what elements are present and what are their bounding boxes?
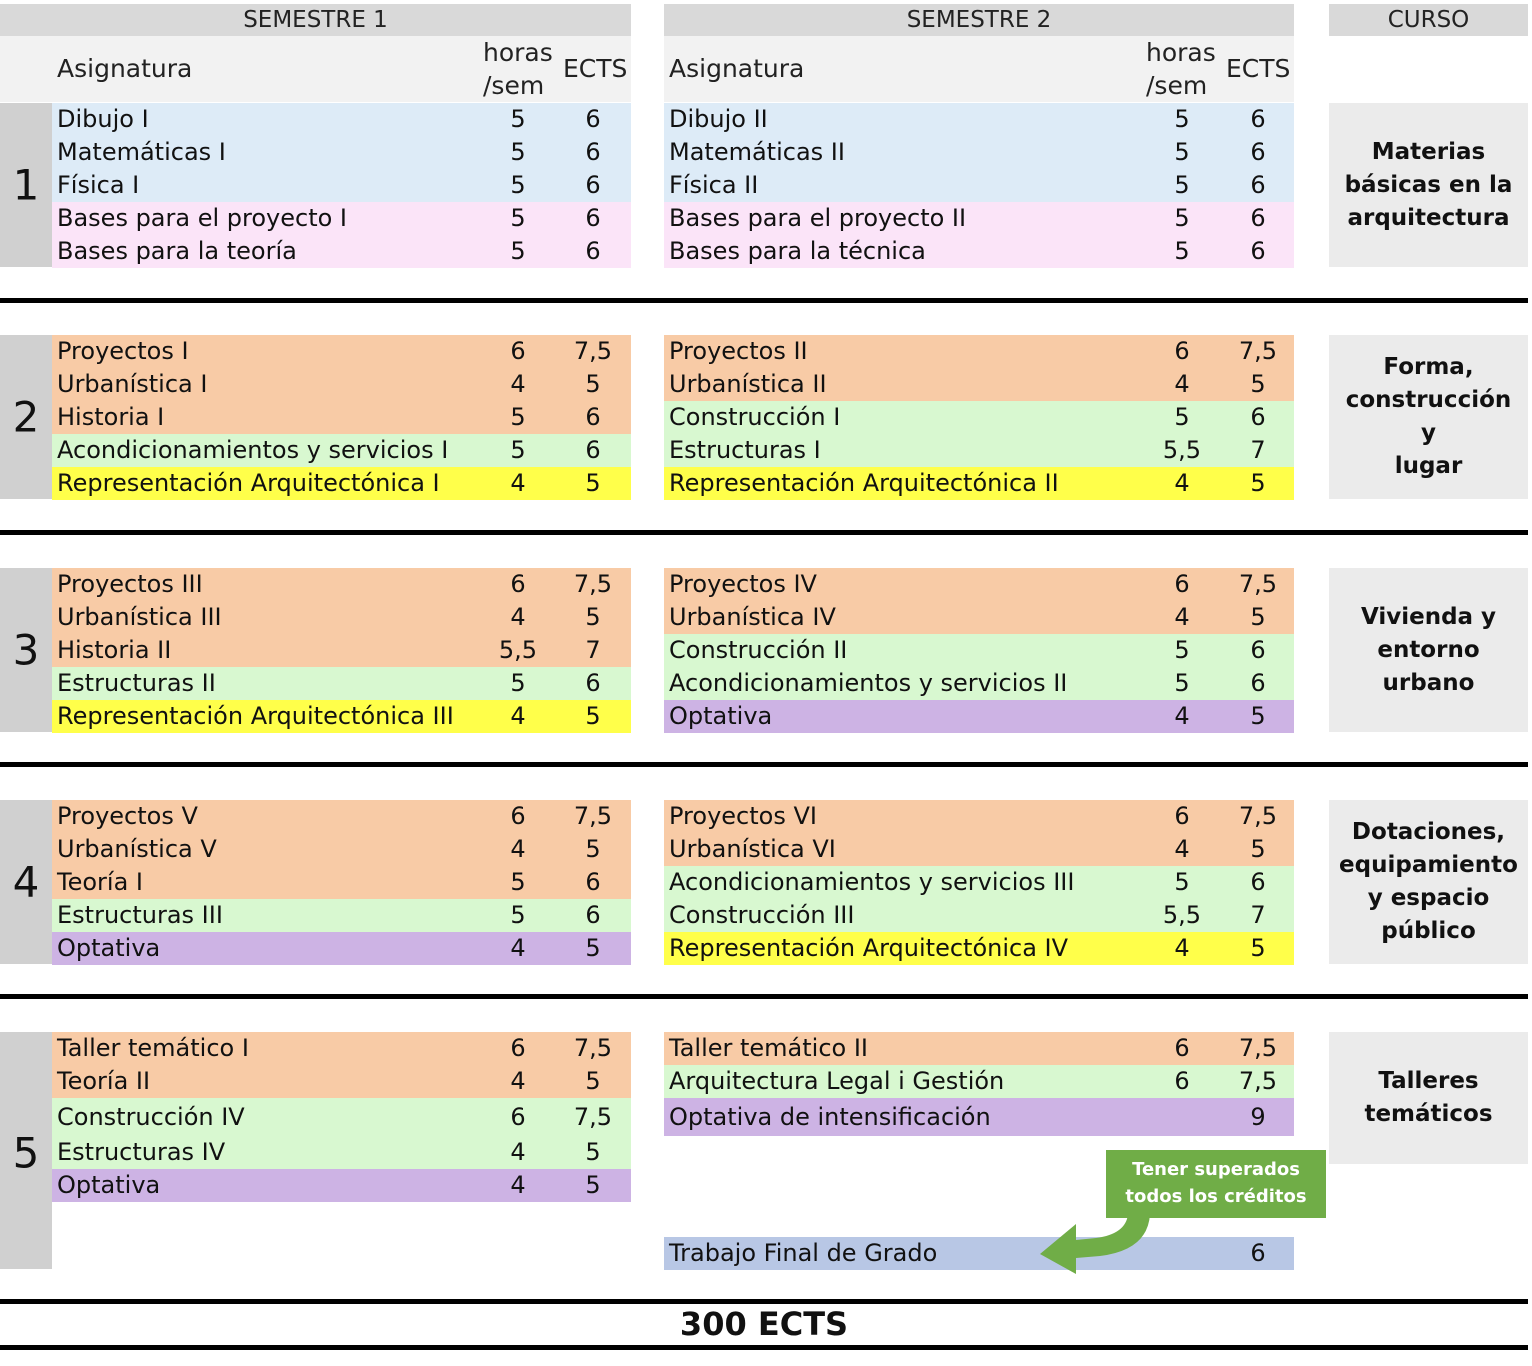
subject-hours: 6 [1174, 1034, 1190, 1062]
subject-hours: 5 [510, 403, 526, 431]
subject-row [664, 136, 1294, 169]
subject-hours: 4 [510, 934, 526, 962]
subject-row [52, 1169, 631, 1202]
subject-name: Construcción II [669, 636, 848, 664]
subject-row [664, 667, 1294, 700]
year-number-label: 1 [12, 160, 40, 210]
subject-row [52, 634, 631, 667]
subject-row [664, 700, 1294, 733]
subject-ects: 7,5 [1238, 337, 1278, 365]
subject-hours: 6 [1174, 1067, 1190, 1095]
subject-hours: 4 [510, 370, 526, 398]
subject-ects: 6 [1250, 105, 1266, 133]
subject-name: Representación Arquitectónica I [57, 469, 440, 497]
subject-hours: 6 [1174, 337, 1190, 365]
subject-row [52, 932, 631, 965]
subject-row [664, 1065, 1294, 1098]
subject-row [52, 601, 631, 634]
ects-column-label: ECTS [563, 54, 628, 83]
subject-ects: 5 [1250, 370, 1266, 398]
credits-requirement-note [1106, 1150, 1326, 1218]
subject-hours: 4 [1174, 835, 1190, 863]
subject-name: Urbanística I [57, 370, 208, 398]
subject-row [52, 866, 631, 899]
subject-name: Matemáticas II [669, 138, 845, 166]
subject-hours: 5 [1174, 403, 1190, 431]
subject-row [52, 136, 631, 169]
subject-ects: 6 [1250, 669, 1266, 697]
year-separator [0, 530, 1528, 535]
subject-hours: 4 [510, 1138, 526, 1166]
year-number [0, 103, 52, 267]
course-theme: Materias básicas en la arquitectura [1329, 103, 1528, 267]
subject-column-label: Asignatura [669, 54, 805, 83]
subject-name: Estructuras II [57, 669, 216, 697]
semester-2-header: SEMESTRE 2 [664, 4, 1294, 36]
subject-hours: 5 [510, 669, 526, 697]
subject-hours: 5 [510, 171, 526, 199]
subject-name: Dibujo II [669, 105, 768, 133]
subject-column-label: Asignatura [57, 54, 193, 83]
subject-row [52, 899, 631, 932]
subject-row [664, 1098, 1294, 1136]
subject-row [52, 368, 631, 401]
subject-row [664, 368, 1294, 401]
subject-row [52, 103, 631, 136]
subject-ects: 7,5 [1238, 1034, 1278, 1062]
subject-hours: 4 [510, 702, 526, 730]
subject-hours: 4 [1174, 469, 1190, 497]
subject-hours: 5 [510, 868, 526, 896]
year-number-label: 4 [12, 857, 40, 907]
subject-ects: 6 [585, 237, 601, 265]
subject-row [664, 1032, 1294, 1065]
subject-row [664, 932, 1294, 965]
subject-ects: 6 [585, 669, 601, 697]
subject-name: Taller temático I [57, 1034, 249, 1062]
subject-ects: 6 [585, 105, 601, 133]
subject-row [52, 1136, 631, 1170]
subject-ects: 7,5 [573, 337, 613, 365]
subject-hours: 5,5 [1162, 901, 1202, 929]
subject-ects: 5 [1250, 469, 1266, 497]
subject-ects: 5 [585, 1067, 601, 1095]
subject-hours: 4 [510, 1067, 526, 1095]
subject-name: Proyectos I [57, 337, 189, 365]
subject-name: Optativa de intensificación [669, 1103, 991, 1131]
course-theme: Vivienda y entorno urbano [1329, 568, 1528, 732]
subject-ects: 5 [585, 370, 601, 398]
subject-hours: 5 [510, 138, 526, 166]
subject-row [52, 833, 631, 866]
subject-ects: 7 [1250, 901, 1266, 929]
subject-hours: 4 [510, 469, 526, 497]
subject-name: Estructuras III [57, 901, 223, 929]
subject-hours: 4 [1174, 934, 1190, 962]
subject-name: Construcción I [669, 403, 841, 431]
subject-name: Construcción IV [57, 1103, 245, 1131]
subject-hours: 5 [510, 436, 526, 464]
hours-column-label-line1: horas [483, 38, 553, 67]
subject-ects: 7,5 [1238, 570, 1278, 598]
subject-name: Optativa [57, 934, 161, 962]
subject-row [52, 667, 631, 700]
subject-hours: 6 [510, 337, 526, 365]
subject-name: Proyectos VI [669, 802, 817, 830]
subject-name: Proyectos IV [669, 570, 817, 598]
year-number-label: 2 [12, 392, 40, 442]
ects-column-label: ECTS [1226, 54, 1291, 83]
subject-row [52, 1065, 631, 1098]
subject-row [52, 202, 631, 235]
subject-ects: 7,5 [573, 802, 613, 830]
subject-ects: 5 [585, 1171, 601, 1199]
subject-hours: 5 [1174, 237, 1190, 265]
subject-name: Acondicionamientos y servicios I [57, 436, 449, 464]
subject-name: Física I [57, 171, 140, 199]
subject-row [664, 335, 1294, 368]
subject-ects: 6 [1250, 138, 1266, 166]
course-theme: Talleres temáticos [1329, 1032, 1528, 1164]
subject-name: Física II [669, 171, 759, 199]
year-number [0, 800, 52, 964]
year-number-label: 3 [12, 625, 40, 675]
subject-row [664, 866, 1294, 899]
subject-row [52, 235, 631, 268]
year-number-label: 5 [12, 1128, 40, 1178]
subject-hours: 5,5 [498, 636, 538, 664]
subject-hours: 5 [1174, 868, 1190, 896]
subject-row [664, 235, 1294, 268]
semester-2-column-header [664, 36, 1294, 102]
subject-ects: 6 [1250, 1239, 1266, 1267]
hours-column-label-line2: /sem [1146, 71, 1208, 100]
subject-row [52, 467, 631, 500]
subject-row [52, 568, 631, 601]
subject-hours: 5 [510, 237, 526, 265]
year-number [0, 1032, 52, 1269]
subject-hours: 5 [510, 105, 526, 133]
subject-row [664, 169, 1294, 202]
subject-row [664, 833, 1294, 866]
subject-row [52, 800, 631, 833]
subject-ects: 5 [1250, 835, 1266, 863]
subject-row [52, 700, 631, 733]
subject-name: Teoría II [57, 1067, 151, 1095]
subject-hours: 4 [510, 603, 526, 631]
subject-ects: 5 [585, 1138, 601, 1166]
subject-hours: 6 [510, 570, 526, 598]
subject-name: Urbanística VI [669, 835, 836, 863]
total-ects: 300 ECTS [679, 1305, 849, 1343]
subject-name: Bases para el proyecto I [57, 204, 348, 232]
subject-ects: 5 [585, 934, 601, 962]
subject-row [664, 401, 1294, 434]
subject-name: Teoría I [57, 868, 143, 896]
course-theme: Dotaciones, equipamiento y espacio público [1329, 800, 1528, 964]
subject-row [664, 601, 1294, 634]
subject-name: Optativa [669, 702, 773, 730]
subject-name: Acondicionamientos y servicios III [669, 868, 1075, 896]
year-separator [0, 762, 1528, 767]
subject-name: Bases para el proyecto II [669, 204, 967, 232]
subject-ects: 6 [1250, 868, 1266, 896]
note-line-1: Tener superados [1132, 1159, 1300, 1180]
subject-name: Historia I [57, 403, 165, 431]
hours-column-label-line1: horas [1146, 38, 1216, 67]
subject-ects: 6 [585, 204, 601, 232]
subject-ects: 7,5 [573, 570, 613, 598]
subject-ects: 6 [1250, 636, 1266, 664]
subject-row [52, 1098, 631, 1136]
subject-name: Optativa [57, 1171, 161, 1199]
subject-row [664, 202, 1294, 235]
semester-1-column-header [0, 36, 631, 102]
subject-ects: 6 [585, 171, 601, 199]
subject-ects: 6 [585, 403, 601, 431]
subject-row [664, 103, 1294, 136]
subject-hours: 6 [510, 1103, 526, 1131]
subject-hours: 5 [510, 204, 526, 232]
subject-hours: 6 [510, 1034, 526, 1062]
subject-ects: 7 [585, 636, 601, 664]
subject-ects: 6 [1250, 237, 1266, 265]
course-theme: Forma, construcción y lugar [1329, 335, 1528, 499]
subject-hours: 5 [1174, 669, 1190, 697]
subject-ects: 5 [1250, 702, 1266, 730]
subject-ects: 7,5 [1238, 1067, 1278, 1095]
subject-ects: 6 [585, 901, 601, 929]
subject-hours: 4 [510, 1171, 526, 1199]
subject-name: Acondicionamientos y servicios II [669, 669, 1068, 697]
subject-name: Taller temático II [669, 1034, 868, 1062]
subject-ects: 5 [585, 603, 601, 631]
subject-name: Urbanística II [669, 370, 827, 398]
subject-ects: 5 [585, 835, 601, 863]
subject-ects: 6 [1250, 204, 1266, 232]
subject-row [52, 401, 631, 434]
subject-name: Representación Arquitectónica III [57, 702, 454, 730]
subject-hours: 5 [1174, 138, 1190, 166]
subject-row [52, 1032, 631, 1065]
subject-row [664, 434, 1294, 467]
subject-ects: 5 [1250, 934, 1266, 962]
subject-name: Proyectos II [669, 337, 808, 365]
subject-name: Urbanística III [57, 603, 222, 631]
subject-hours: 5 [1174, 105, 1190, 133]
subject-hours: 4 [1174, 370, 1190, 398]
subject-hours: 5 [1174, 171, 1190, 199]
subject-hours: 6 [510, 802, 526, 830]
subject-hours: 5 [1174, 636, 1190, 664]
subject-name: Bases para la teoría [57, 237, 297, 265]
subject-ects: 9 [1250, 1103, 1266, 1131]
subject-name: Bases para la técnica [669, 237, 926, 265]
subject-row [664, 899, 1294, 932]
subject-row [52, 434, 631, 467]
subject-ects: 5 [585, 702, 601, 730]
subject-row [52, 169, 631, 202]
subject-row [664, 634, 1294, 667]
subject-name: Estructuras I [669, 436, 821, 464]
subject-row [664, 467, 1294, 500]
subject-name: Representación Arquitectónica IV [669, 934, 1069, 962]
subject-name: Dibujo I [57, 105, 149, 133]
total-separator-bottom [0, 1345, 1528, 1350]
subject-ects: 6 [585, 138, 601, 166]
subject-ects: 6 [585, 868, 601, 896]
year-number [0, 568, 52, 732]
subject-row [664, 568, 1294, 601]
subject-ects: 5 [1250, 603, 1266, 631]
subject-ects: 7 [1250, 436, 1266, 464]
subject-ects: 7,5 [1238, 802, 1278, 830]
subject-name: Historia II [57, 636, 172, 664]
year-separator [0, 994, 1528, 999]
subject-name: Arquitectura Legal i Gestión [669, 1067, 1005, 1095]
subject-hours: 5,5 [1162, 436, 1202, 464]
subject-name: Urbanística V [57, 835, 217, 863]
hours-column-label-line2: /sem [483, 71, 545, 100]
subject-name: Representación Arquitectónica II [669, 469, 1059, 497]
subject-row [664, 800, 1294, 833]
subject-hours: 4 [1174, 702, 1190, 730]
final-project-row [664, 1237, 1294, 1270]
course-header: CURSO [1329, 4, 1528, 36]
subject-ects: 7,5 [573, 1103, 613, 1131]
subject-ects: 6 [1250, 171, 1266, 199]
subject-ects: 6 [1250, 403, 1266, 431]
subject-name: Estructuras IV [57, 1138, 226, 1166]
year-number [0, 335, 52, 499]
subject-ects: 5 [585, 469, 601, 497]
subject-hours: 4 [1174, 603, 1190, 631]
subject-row [52, 335, 631, 368]
subject-ects: 6 [585, 436, 601, 464]
subject-hours: 6 [1174, 802, 1190, 830]
subject-name: Matemáticas I [57, 138, 226, 166]
subject-hours: 4 [510, 835, 526, 863]
semester-1-header: SEMESTRE 1 [0, 4, 631, 36]
note-line-2: todos los créditos [1125, 1186, 1307, 1207]
subject-hours: 5 [510, 901, 526, 929]
subject-name: Trabajo Final de Grado [669, 1239, 938, 1267]
subject-name: Proyectos III [57, 570, 203, 598]
subject-hours: 6 [1174, 570, 1190, 598]
subject-ects: 7,5 [573, 1034, 613, 1062]
subject-hours: 5 [1174, 204, 1190, 232]
subject-name: Proyectos V [57, 802, 198, 830]
year-separator [0, 298, 1528, 303]
subject-name: Urbanística IV [669, 603, 836, 631]
subject-name: Construcción III [669, 901, 855, 929]
